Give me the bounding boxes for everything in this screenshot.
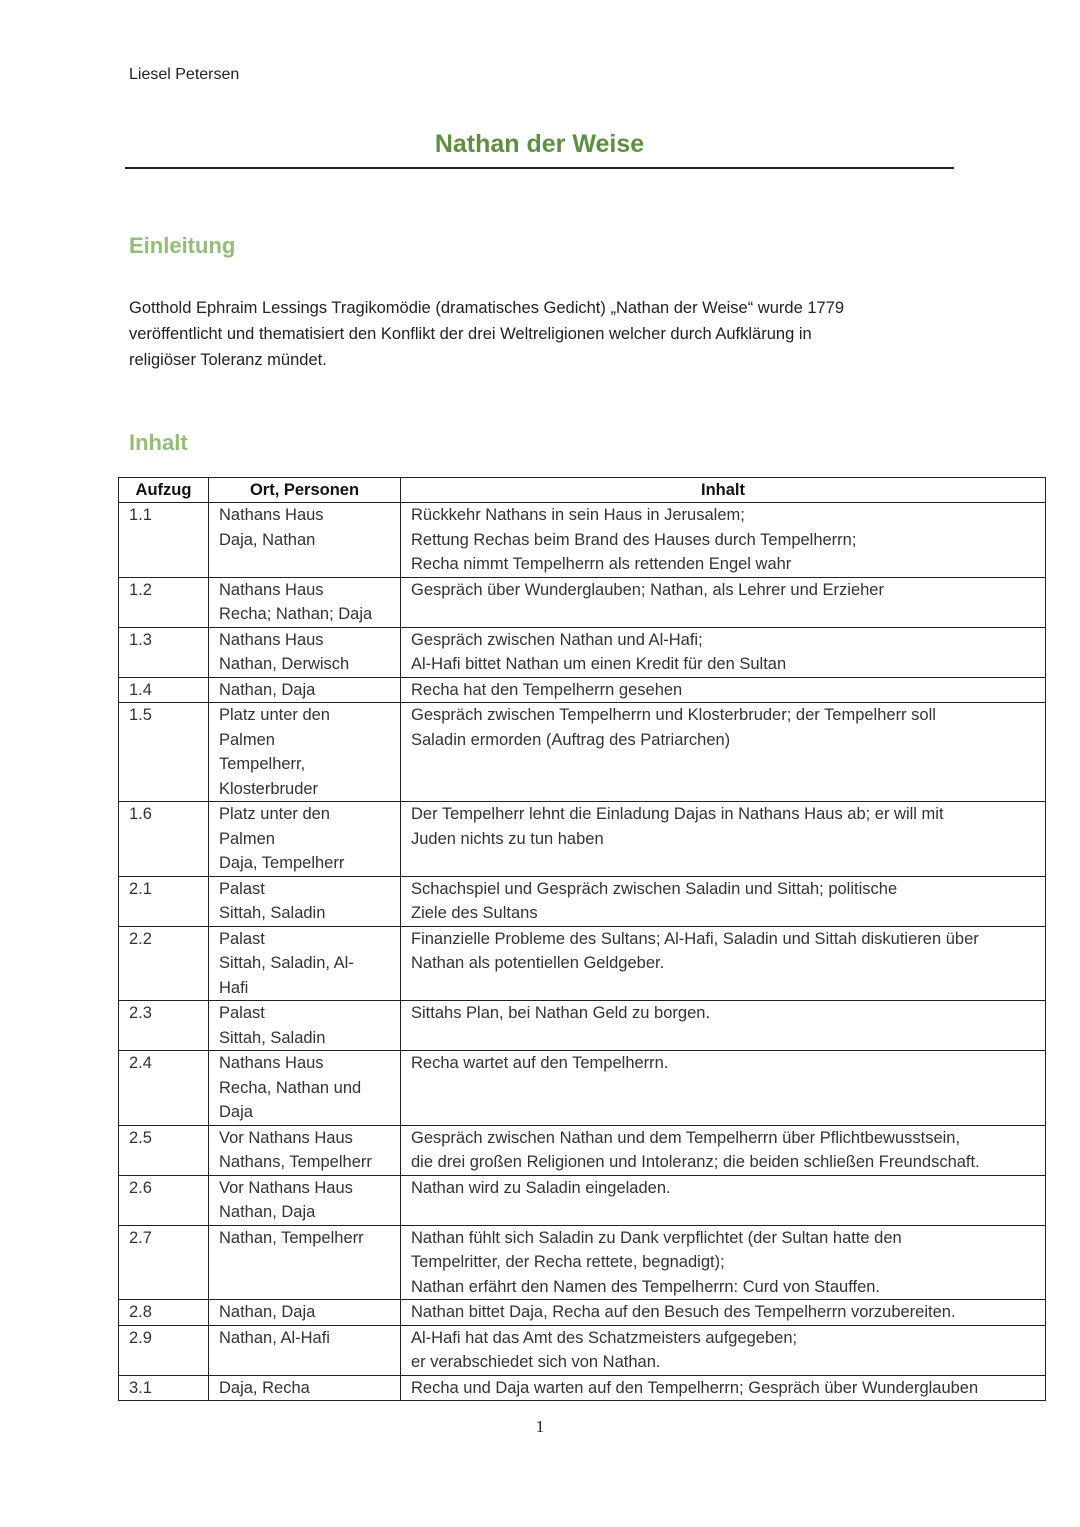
cell-line: Al-Hafi hat das Amt des Schatzmeisters aufgegeben;: [411, 1328, 798, 1347]
cell-line: Daja, Recha: [219, 1378, 310, 1397]
cell-line: Nathan erfährt den Namen des Tempelherrn: Curd von Stauffen.: [411, 1277, 881, 1296]
table-row: [119, 703, 1046, 802]
cell-ort-personen: [209, 926, 401, 1001]
cell-ort-personen: [209, 1325, 401, 1375]
table-row: [119, 1051, 1046, 1126]
cell-line: Hafi: [219, 978, 249, 997]
cell-line: Palmen: [219, 829, 275, 848]
column-header-inhalt: Inhalt: [401, 478, 1046, 503]
cell-line: Palast: [219, 929, 265, 948]
cell-inhalt: [401, 1225, 1046, 1300]
cell-inhalt: [401, 1051, 1046, 1126]
section-heading-inhalt: Inhalt: [129, 430, 188, 455]
cell-aufzug: 2.6: [119, 1175, 209, 1225]
cell-aufzug: 2.9: [119, 1325, 209, 1375]
cell-line: Daja, Tempelherr: [219, 854, 345, 872]
table-row: [119, 627, 1046, 677]
cell-line: Nathan als potentiellen Geldgeber.: [411, 954, 665, 972]
cell-aufzug: 1.1: [119, 503, 209, 578]
cell-line: Gespräch zwischen Tempelherrn und Klosterbruder; der Tempelherr soll: [411, 706, 936, 724]
cell-inhalt: [401, 627, 1046, 677]
cell-inhalt: [401, 703, 1046, 802]
cell-inhalt: [401, 1300, 1046, 1326]
cell-line: Vor Nathans Haus: [219, 1178, 353, 1197]
cell-inhalt: [401, 1001, 1046, 1051]
cell-line: Palast: [219, 1004, 265, 1022]
cell-line: Rückkehr Nathans in sein Haus in Jerusalem;: [411, 506, 745, 524]
cell-line: Vor Nathans Haus: [219, 1128, 353, 1147]
table-row: [119, 802, 1046, 877]
table-row: [119, 677, 1046, 703]
cell-line: Palmen: [219, 730, 275, 749]
cell-line: Tempelritter, der Recha rettete, begnadigt);: [411, 1253, 725, 1271]
intro-line: religiöser Toleranz mündet.: [129, 351, 327, 369]
cell-ort-personen: [209, 876, 401, 926]
cell-aufzug: 1.2: [119, 577, 209, 627]
cell-ort-personen: [209, 627, 401, 677]
table-row: [119, 1001, 1046, 1051]
cell-line: Recha wartet auf den Tempelherrn.: [411, 1054, 669, 1072]
cell-ort-personen: [209, 677, 401, 703]
table-row: [119, 1300, 1046, 1326]
cell-line: Recha, Nathan und: [219, 1078, 362, 1097]
cell-inhalt: [401, 1325, 1046, 1375]
cell-line: Gespräch über Wunderglauben; Nathan, als Lehrer und Erzieher: [411, 580, 884, 599]
table-row: [119, 503, 1046, 578]
table-row: [119, 1325, 1046, 1375]
table-row: [119, 577, 1046, 627]
cell-line: er verabschiedet sich von Nathan.: [411, 1353, 661, 1371]
cell-inhalt: [401, 1125, 1046, 1175]
column-header-ort-personen: Ort, Personen: [209, 478, 401, 503]
cell-aufzug: 3.1: [119, 1375, 209, 1401]
cell-line: Tempelherr,: [219, 755, 306, 773]
cell-line: Ziele des Sultans: [411, 904, 538, 922]
cell-inhalt: [401, 577, 1046, 627]
cell-line: Nathans Haus: [219, 630, 324, 649]
cell-aufzug: 2.7: [119, 1225, 209, 1300]
table-header-row: [119, 478, 1046, 503]
cell-line: Schachspiel und Gespräch zwischen Saladin und Sittah; politische: [411, 879, 898, 898]
cell-aufzug: 2.5: [119, 1125, 209, 1175]
cell-aufzug: 1.3: [119, 627, 209, 677]
cell-line: Nathan fühlt sich Saladin zu Dank verpflichtet (der Sultan hatte den: [411, 1228, 902, 1247]
cell-line: Palast: [219, 879, 265, 898]
column-header-aufzug: Aufzug: [119, 478, 209, 503]
content-table: [118, 477, 1046, 1401]
cell-line: Nathan, Daja: [219, 1303, 316, 1321]
cell-inhalt: [401, 677, 1046, 703]
cell-ort-personen: [209, 802, 401, 877]
title-underline: [125, 167, 954, 169]
cell-line: Gespräch zwischen Nathan und Al-Hafi;: [411, 630, 703, 649]
cell-line: Sittahs Plan, bei Nathan Geld zu borgen.: [411, 1004, 711, 1022]
cell-line: Recha und Daja warten auf den Tempelherrn; Gespräch über Wunderglauben: [411, 1378, 979, 1397]
cell-line: Nathans Haus: [219, 506, 324, 524]
cell-ort-personen: [209, 1125, 401, 1175]
cell-line: Nathan wird zu Saladin eingeladen.: [411, 1178, 671, 1197]
table-row: [119, 1125, 1046, 1175]
cell-inhalt: [401, 802, 1046, 877]
cell-line: Nathans Haus: [219, 1054, 324, 1072]
cell-ort-personen: [209, 1225, 401, 1300]
cell-line: Nathan, Derwisch: [219, 655, 350, 673]
intro-line: Gotthold Ephraim Lessings Tragikomödie (dramatisches Gedicht) „Nathan der Weise“ wurde 1779: [129, 299, 845, 317]
cell-aufzug: 2.4: [119, 1051, 209, 1126]
cell-aufzug: 2.3: [119, 1001, 209, 1051]
cell-line: Der Tempelherr lehnt die Einladung Dajas in Nathans Haus ab; er will mit: [411, 805, 944, 823]
cell-line: Nathan, Daja: [219, 1203, 316, 1221]
cell-ort-personen: [209, 503, 401, 578]
cell-line: Finanzielle Probleme des Sultans; Al-Hafi, Saladin und Sittah diskutieren über: [411, 929, 979, 948]
cell-ort-personen: [209, 1375, 401, 1401]
table-row: [119, 926, 1046, 1001]
cell-line: Sittah, Saladin: [219, 904, 326, 922]
cell-aufzug: 1.4: [119, 677, 209, 703]
cell-line: Nathan, Al-Hafi: [219, 1328, 330, 1347]
cell-line: Recha; Nathan; Daja: [219, 605, 373, 623]
table-row: [119, 876, 1046, 926]
cell-aufzug: 2.2: [119, 926, 209, 1001]
cell-line: Sittah, Saladin: [219, 1028, 326, 1047]
cell-ort-personen: [209, 1001, 401, 1051]
cell-ort-personen: [209, 1051, 401, 1126]
cell-inhalt: [401, 1375, 1046, 1401]
cell-ort-personen: [209, 703, 401, 802]
cell-line: Saladin ermorden (Auftrag des Patriarchen): [411, 730, 731, 749]
cell-ort-personen: [209, 577, 401, 627]
page-number: 1: [535, 1417, 545, 1436]
cell-line: Al-Hafi bittet Nathan um einen Kredit für den Sultan: [411, 655, 787, 673]
cell-line: Sittah, Saladin, Al-: [219, 954, 354, 972]
cell-line: Nathan bittet Daja, Recha auf den Besuch des Tempelherrn vorzubereiten.: [411, 1303, 956, 1321]
section-heading-einleitung: Einleitung: [129, 233, 236, 258]
cell-aufzug: 1.5: [119, 703, 209, 802]
cell-line: Platz unter den: [219, 706, 330, 724]
intro-line: veröffentlicht und thematisiert den Konflikt der drei Weltreligionen welcher durch Aufklärung in: [129, 325, 812, 343]
cell-line: Nathans Haus: [219, 580, 324, 599]
cell-inhalt: [401, 1175, 1046, 1225]
cell-line: Nathans, Tempelherr: [219, 1153, 372, 1171]
cell-aufzug: 2.1: [119, 876, 209, 926]
cell-line: Daja, Nathan: [219, 530, 316, 549]
table-row: [119, 1375, 1046, 1401]
cell-line: Rettung Rechas beim Brand des Hauses durch Tempelherrn;: [411, 530, 857, 549]
cell-line: Juden nichts zu tun haben: [411, 829, 604, 848]
cell-line: Recha hat den Tempelherrn gesehen: [411, 680, 683, 699]
table-row: [119, 1175, 1046, 1225]
cell-ort-personen: [209, 1300, 401, 1326]
cell-ort-personen: [209, 1175, 401, 1225]
cell-line: Nathan, Daja: [219, 680, 316, 699]
table-body: [119, 503, 1046, 1401]
table-row: [119, 1225, 1046, 1300]
document-title: Nathan der Weise: [434, 130, 645, 158]
cell-inhalt: [401, 876, 1046, 926]
cell-inhalt: [401, 926, 1046, 1001]
cell-line: Nathan, Tempelherr: [219, 1228, 364, 1247]
cell-line: Recha nimmt Tempelherrn als rettenden Engel wahr: [411, 555, 792, 573]
header-author: Liesel Petersen: [129, 66, 240, 83]
cell-line: Platz unter den: [219, 805, 330, 823]
cell-line: Gespräch zwischen Nathan und dem Tempelherrn über Pflichtbewusstsein,: [411, 1128, 961, 1147]
cell-line: Klosterbruder: [219, 779, 319, 798]
cell-inhalt: [401, 503, 1046, 578]
cell-aufzug: 2.8: [119, 1300, 209, 1326]
cell-line: die drei großen Religionen und Intoleranz; die beiden schließen Freundschaft.: [411, 1153, 980, 1171]
cell-line: Daja: [219, 1103, 253, 1121]
intro-paragraph: [129, 295, 939, 373]
cell-aufzug: 1.6: [119, 802, 209, 877]
